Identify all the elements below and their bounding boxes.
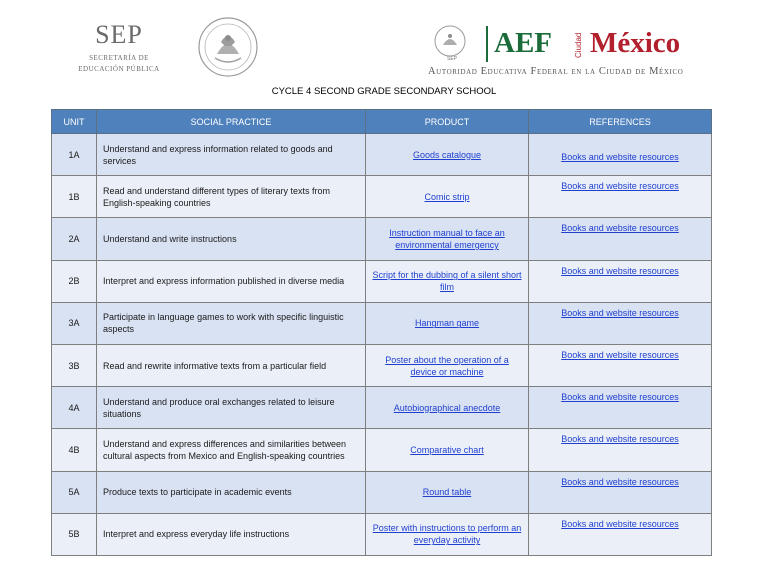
document-header <box>0 0 768 84</box>
product-link[interactable]: Comic strip <box>424 191 470 202</box>
social-practice-cell: Understand and express differences and similarities between cultural aspects from Mexico and English-speaking countries <box>97 429 366 471</box>
references-link[interactable]: Books and website resources <box>561 307 679 318</box>
references-cell <box>529 260 712 302</box>
document-title: CYCLE 4 SECOND GRADE SECONDARY SCHOOL <box>271 86 497 97</box>
references-cell <box>529 387 712 429</box>
unit-cell: 3A <box>52 302 97 344</box>
table-row <box>52 302 712 344</box>
social-practice-cell: Participate in language games to work with specific linguistic aspects <box>97 302 366 344</box>
unit-cell: 2B <box>52 260 97 302</box>
product-cell <box>366 260 529 302</box>
references-link[interactable]: Books and website resources <box>561 223 679 234</box>
table-row <box>52 471 712 513</box>
table-row <box>52 429 712 471</box>
sep-logo-subtitle-1: SECRETARÍA DE <box>89 54 149 62</box>
references-link[interactable]: Books and website resources <box>561 181 679 192</box>
table-row <box>52 387 712 429</box>
product-link[interactable]: Round table <box>422 487 472 498</box>
sep-small-label: SEP <box>446 56 457 62</box>
social-practice-cell: Interpret and express everyday life instructions <box>97 513 366 555</box>
unit-cell: 1B <box>52 176 97 218</box>
small-seal-icon <box>432 24 468 58</box>
sep-logo-subtitle-2: EDUCACIÓN PÚBLICA <box>78 65 160 73</box>
social-practice-cell: Produce texts to participate in academic events <box>97 471 366 513</box>
table-row <box>52 513 712 555</box>
header-references: REFERENCES <box>529 110 712 134</box>
product-link[interactable]: Goods catalogue <box>412 149 482 160</box>
product-link[interactable]: Script for the dubbing of a silent short film <box>372 270 522 293</box>
unit-cell: 1A <box>52 134 97 176</box>
social-practice-cell: Read and understand different types of literary texts from English-speaking countries <box>97 176 366 218</box>
unit-cell: 4B <box>52 429 97 471</box>
references-link[interactable]: Books and website resources <box>561 392 679 403</box>
references-cell <box>529 513 712 555</box>
aef-divider <box>486 26 488 62</box>
table-header-row <box>52 110 712 134</box>
references-cell <box>529 218 712 260</box>
aef-logo-text: AEF <box>494 27 552 59</box>
product-cell <box>366 471 529 513</box>
references-link[interactable]: Books and website resources <box>561 152 679 163</box>
table-row <box>52 134 712 176</box>
references-link[interactable]: Books and website resources <box>561 476 679 487</box>
product-link[interactable]: Comparative chart <box>410 444 484 455</box>
product-link[interactable]: Poster about the operation of a device or machine <box>385 354 509 377</box>
product-link[interactable]: Instruction manual to face an environmental emergency <box>389 227 505 250</box>
national-seal-icon <box>195 16 261 78</box>
product-link[interactable]: Poster with instructions to perform an everyday activity <box>372 523 522 546</box>
units-table <box>51 109 712 556</box>
table-row <box>52 218 712 260</box>
references-link[interactable]: Books and website resources <box>561 518 679 529</box>
table-row <box>52 260 712 302</box>
unit-cell: 3B <box>52 344 97 386</box>
header-product: PRODUCT <box>366 110 529 134</box>
unit-cell: 5A <box>52 471 97 513</box>
social-practice-cell: Understand and express information related to goods and services <box>97 134 366 176</box>
references-cell <box>529 134 712 176</box>
product-cell <box>366 218 529 260</box>
unit-cell: 2A <box>52 218 97 260</box>
table-row <box>52 344 712 386</box>
references-link[interactable]: Books and website resources <box>561 434 679 445</box>
ciudad-label: Ciudad <box>574 32 583 58</box>
social-practice-cell: Interpret and express information published in diverse media <box>97 260 366 302</box>
product-cell <box>366 134 529 176</box>
product-link[interactable]: Hangman game <box>414 318 480 329</box>
social-practice-cell: Read and rewrite informative texts from a particular field <box>97 344 366 386</box>
references-link[interactable]: Books and website resources <box>561 349 679 360</box>
authority-name: Autoridad Educativa Federal en la Ciudad de México <box>428 66 684 77</box>
sep-logo-title: SEP <box>95 20 143 49</box>
references-cell <box>529 429 712 471</box>
product-cell <box>366 344 529 386</box>
product-cell <box>366 387 529 429</box>
mexico-logo-text: México <box>590 27 681 59</box>
product-link[interactable]: Autobiographical anecdote <box>393 402 501 413</box>
unit-cell: 5B <box>52 513 97 555</box>
table-row <box>52 176 712 218</box>
references-cell <box>529 302 712 344</box>
product-cell <box>366 513 529 555</box>
references-cell <box>529 176 712 218</box>
social-practice-cell: Understand and write instructions <box>97 218 366 260</box>
unit-cell: 4A <box>52 387 97 429</box>
social-practice-cell: Understand and produce oral exchanges related to leisure situations <box>97 387 366 429</box>
references-cell <box>529 471 712 513</box>
header-social-practice: SOCIAL PRACTICE <box>97 110 366 134</box>
product-cell <box>366 429 529 471</box>
sep-logo <box>64 22 174 74</box>
product-cell <box>366 302 529 344</box>
product-cell <box>366 176 529 218</box>
references-cell <box>529 344 712 386</box>
references-link[interactable]: Books and website resources <box>561 265 679 276</box>
header-unit: UNIT <box>52 110 97 134</box>
